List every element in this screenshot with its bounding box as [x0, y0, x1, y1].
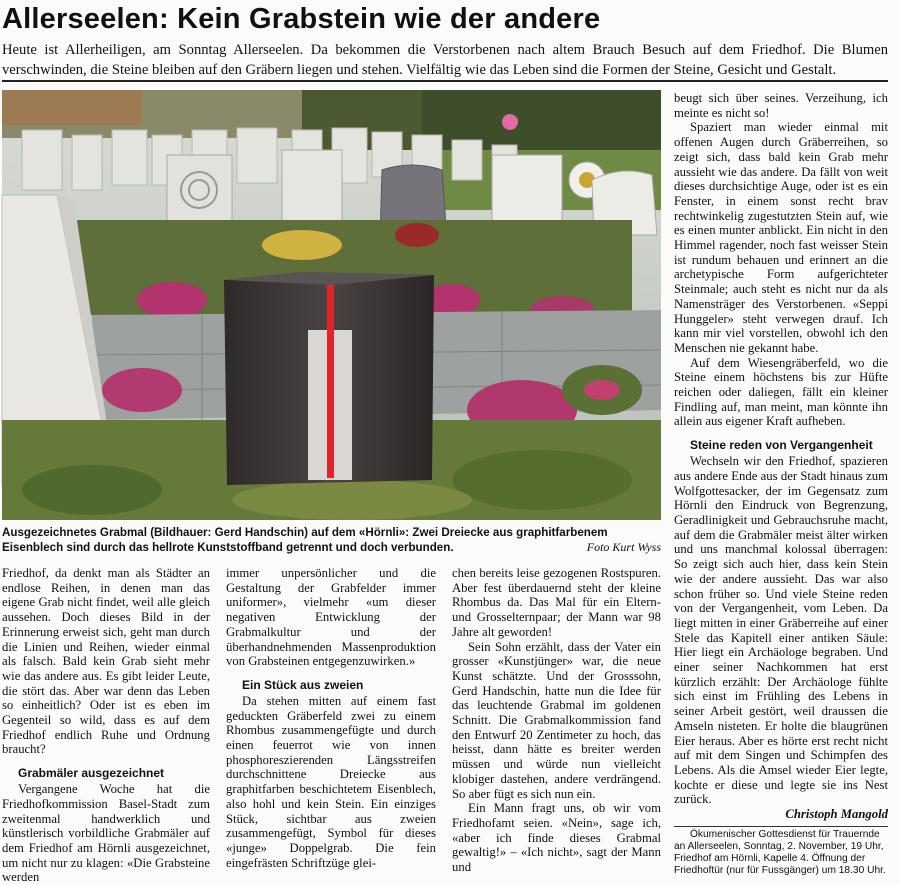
- subheading: Ein Stück aus zweien: [242, 677, 364, 692]
- article-headline: Allerseelen: Kein Grabstein wie der andere: [2, 3, 601, 35]
- photo-caption-text: Ausgezeichnetes Grabmal (Bildhauer: Gerd Handschin) auf dem «Hörnli»: Zwei Dreiecke aus graphitfarbenem Eisenblech sind durch das hellrote Kunststoffband getrennt und doch verbunden.: [2, 526, 608, 554]
- author-byline: Christoph Mangold: [785, 807, 888, 822]
- photo-credit: Foto Kurt Wyss: [586, 540, 661, 554]
- service-note: Ökumenischer Gottesdienst für Trauernde an Allerseelen, Sonntag, 2. November, 19 Uhr, Friedhof am Hörnli, Kapelle 4. Öffnung der Friedhoftür (nur für Fussgänger) um 18.30 Uhr.: [674, 826, 888, 877]
- paragraph: Da stehen mitten auf einem fast geduckten Gräberfeld zwei zu einem Rhombus zusammengefügte und durch einen feuerrot wie von innen phosphoreszierenden Längsstreifen durchschnittene Dreiecke aus graphitfarben beschichtetem Eisenblech, also hohl und kein Stein. Ein einziges Stück, sichtbar aus zweien zusammengefügt, Symbol für dieses «junge» Doppelgrab. Die fein eingefrästen Schriftzüge glei-: [226, 693, 436, 870]
- paragraph: Auf dem Wiesengräberfeld, wo die Steine einem höchstens bis zur Hüfte reichen oder daliegen, fällt ein kleiner Findling auf, man meint, man könnte ihn allein aus eigener Kraft aufheben.: [674, 355, 888, 429]
- paragraph: Spaziert man wieder einmal mit offenen Augen durch Gräberreihen, so zeigt sich, dass bald kein Grab mehr aussieht wie das andere. Da fällt von weit dieses durchsichtige Auge, oder ist es ein Fenster, in einem sonst recht brav rechtwinkelig zugestutzten Stein auf, wie es einen munter anblickt. Ein nicht in den Himmel ragender, noch fast weisser Stein ist rundum behauen und erinnert an die archetypische Form aufgerichteter Steinmale; auch steht es nicht nur da als Namensträger des Verstorbenen. «Seppi Hunggeler» steht verwegen drauf. Ich kann mir viel vorstellen, obwohl ich den Menschen nie gekannt habe.: [674, 120, 888, 355]
- paragraph: Sein Sohn erzählt, dass der Vater ein grosser «Kunstjünger» war, die neue Kunst schätzte. Und der Grosssohn, Gerd Handschin, hatte nun die Idee für das leuchtende Grabmal im goldenen Schnitt. Die Grabmalkommission fand den Entwurf 20 Zentimeter zu hoch, das heisst, dann hätte es breiter werden müssen und würde nun vielleicht klobiger dastehen, andere verdrängend. So aber fügt es sich nun ein.: [452, 639, 661, 801]
- lead-divider: [2, 80, 888, 82]
- paragraph: Wechseln wir den Friedhof, spazieren aus andere Ende aus der Stadt hinaus zum Wolfgottesacker, der im Gegensatz zum Hörnli den Eindruck von Begrenzung, Geradlinigkeit und Gebrauchsruhe macht, auf dem die Grabmäler meist älter wirken und uns manchmal kolossal überragen: So zeigt sich auch hier, dass kein Stein wie der andere aussieht. Das war also schon früher so. Und viele Steine reden von der Vergangenheit, vom Leben. Da liegt mitten in einer Gräberreihe auf einer Stele das Kapitell einer antiken Säule: Hier liegt ein Archäologe begraben. Und einer seiner Nachkommen hat erst kürzlich erzählt: Der Archäologe fühlte sich einst im Frühling des Lebens in seiner Arbeit gestört, weil draussen die Amseln nisteten. Er holte die blaugrünen Eier heraus. Aber es hörte erst recht nicht auf mit dem Singen und Schimpfen des Lebens. Als die Amsel wieder Eier legte, kochte er diese und legte sie ins Nest zurück.: [674, 454, 888, 807]
- subheading: Grabmäler ausgezeichnet: [18, 766, 165, 781]
- paragraph: immer unpersönlicher und die Gestaltung der Grabfelder immer uniformer», vielmehr «um dieser negativen Entwicklung der Grabmalkultur und der überhandnehmenden Massenproduktion von Grabsteinen entgegenzuwirken.»: [226, 566, 436, 669]
- paragraph: Ein Mann fragt uns, ob wir vom Friedhofamt seien. «Nein», sage ich, «aber ich finde dieses Grabmal gewaltig!» – «Ich nicht», sagt der Mann und: [452, 801, 661, 875]
- column-3: [452, 566, 661, 875]
- cemetery-photo: [2, 90, 661, 520]
- paragraph: chen bereits leise gezogenen Rostspuren. Aber fest überdauernd steht der kleine Rhombus da. Das Mal für ein Eltern- und Grosselternpaar; der Mann war 98 Jahre alt geworden!: [452, 566, 661, 639]
- paragraph: beugt sich über seines. Verzeihung, ich meinte es nicht so!: [674, 91, 888, 120]
- subheading: Steine reden von Vergangenheit: [690, 438, 873, 453]
- paragraph: Vergangene Woche hat die Friedhofkommission Basel-Stadt zum zweitenmal handwerklich und künstlerisch vorbildliche Grabmäler auf dem Friedhof am Hörnli ausgezeichnet, um nicht nur zu klagen: «Die Grabsteine werden: [2, 782, 210, 885]
- cemetery-photo-illustration: [2, 90, 661, 520]
- column-right: [674, 91, 888, 876]
- photo-caption: [2, 525, 661, 555]
- column-2: [226, 566, 436, 870]
- column-1: [2, 566, 210, 885]
- article-lead: Heute ist Allerheiligen, am Sonntag Allerseelen. Da bekommen die Verstorbenen nach altem Brauch Besuch auf dem Friedhof. Die Blumen verschwinden, die Steine bleiben auf den Gräbern liegen und stehen. Vielfältig wie das Leben sind die Formen der Steine, Gesicht und Gestalt.: [2, 42, 888, 78]
- paragraph: Friedhof, da denkt man als Städter an endlose Reihen, in denen man das eigene Grab nicht findet, weil alle gleich aussehen. Doch dieses Bild in der Erinnerung erweist sich, geht man durch die Linien und Reihen, wieder einmal als falsch. Bald kein Grab sieht mehr wie das andere aus. Es gibt leider Leute, die stört das. Aber war denn das Leben so einheitlich? Oder ist es eben im Gegenteil so wild, dass es auf dem Friedhof endlich Ruhe und Ordnung braucht?: [2, 566, 210, 757]
